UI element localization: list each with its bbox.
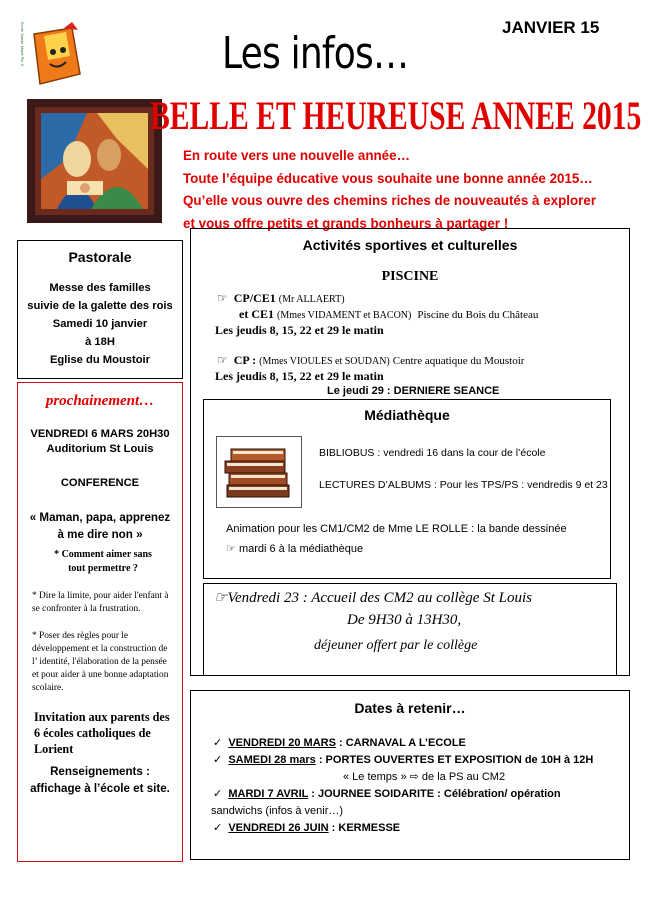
pointing-hand-icon: ☞ <box>217 291 228 305</box>
pastorale-line: suivie de la galette des rois <box>27 300 173 312</box>
mediatheque-title: Médiathèque <box>364 407 450 423</box>
group-place: Piscine du Bois du Château <box>417 309 539 321</box>
issue-date: JANVIER 15 <box>502 18 600 37</box>
pastorale-line: Samedi 10 janvier <box>52 318 148 330</box>
books-icon <box>216 436 302 508</box>
date-item-text: : PORTES OUVERTES ET EXPOSITION de 10H à 12H <box>315 754 594 766</box>
pointing-hand-icon: ☞ <box>226 543 236 555</box>
date-item-sub: « Le temps » ⇨ de la PS au CM2 <box>343 771 506 783</box>
info-text: affichage à l’école et site. <box>30 782 170 795</box>
accueil-line: Vendredi 23 : Accueil des CM2 au collège St Louis <box>227 590 532 606</box>
piscine-title: PISCINE <box>381 269 439 284</box>
event-type: CONFERENCE <box>60 477 140 489</box>
animation-bd: Animation pour les CM1/CM2 de Mme LE ROLLE : la bande dessinée <box>226 523 567 535</box>
group-teacher: (Mr ALLAERT) <box>278 294 345 305</box>
date-item-sub: sandwichs (infos à venir…) <box>211 805 344 817</box>
date-item-date: VENDREDI 20 MARS <box>228 737 336 749</box>
accueil-lunch: déjeuner offert par le collège <box>314 638 478 653</box>
lectures-albums: LECTURES D’ALBUMS : Pour les TPS/PS : vendredis 9 et 23 <box>319 479 608 491</box>
group-dates: Les jeudis 8, 15, 22 et 29 le matin <box>215 369 384 383</box>
pastorale-title: Pastorale <box>68 249 132 265</box>
intro-line: Toute l’équipe éducative vous souhaite une bonne année 2015… <box>183 170 593 186</box>
group-class: CP : <box>233 353 257 367</box>
mediatheque-box <box>203 399 611 579</box>
page-title: Les infos… <box>222 28 409 79</box>
logo-text: Ecole Sainte Marie Pie X <box>20 22 25 67</box>
date-item-text: : CARNAVAL A L’ECOLE <box>335 737 466 749</box>
accueil-hours: De 9H30 à 13H30, <box>347 612 462 628</box>
event-date: VENDREDI 6 MARS 20H30 <box>30 428 170 440</box>
invitation: Invitation aux parents des 6 écoles catholiques de Lorient <box>34 710 170 756</box>
piscine-group-2 <box>217 353 524 399</box>
conference-question: * Comment aimer sans tout permettre ? <box>54 549 152 574</box>
date-item-date: SAMEDI 28 mars <box>228 754 316 766</box>
group-teacher: (Mmes VIOULES et SOUDAN) <box>259 356 390 367</box>
conference-title: « Maman, papa, apprenez à me dire non » <box>29 511 171 541</box>
date-item-text: : JOURNEE SOIDARITE : Célébration/ opération <box>308 788 561 800</box>
bibliobus: BIBLIOBUS : vendredi 16 dans la cour de l’école <box>319 447 546 459</box>
pastorale-line: Messe des familles <box>49 282 151 294</box>
group-teacher: (Mmes VIDAMENT et BACON) <box>277 310 412 321</box>
check-icon: ✓ <box>213 754 223 766</box>
last-session: Le jeudi 29 : DERNIERE SEANCE <box>327 385 500 397</box>
group-dates: Les jeudis 8, 15, 22 et 29 le matin <box>215 323 384 337</box>
event-place: Auditorium St Louis <box>46 443 154 455</box>
group-class: et CE1 <box>239 307 274 321</box>
group-place: Centre aquatique du Moustoir <box>392 355 525 367</box>
pointing-hand-icon: ☞ <box>214 590 228 606</box>
pastorale-line: à 18H <box>85 336 115 348</box>
check-icon: ✓ <box>213 822 223 834</box>
intro-text <box>183 145 596 235</box>
date-item-date: MARDI 7 AVRIL <box>228 788 309 800</box>
date-item-date: VENDREDI 26 JUIN <box>228 822 329 834</box>
pastorale-line: Eglise du Moustoir <box>49 354 151 366</box>
intro-line: et vous offre petits et grands bonheurs à partager ! <box>183 215 509 231</box>
headline: BELLE ET HEUREUSE ANNEE 2015 <box>150 93 642 138</box>
school-logo <box>20 22 86 92</box>
pastorale-box <box>17 240 183 379</box>
group-class: CP/CE1 <box>233 291 276 305</box>
activites-title: Activités sportives et culturelles <box>302 237 518 253</box>
check-icon: ✓ <box>213 788 223 800</box>
intro-line: Qu’elle vous ouvre des chemins riches de nouveautés à explorer <box>183 193 597 208</box>
animation-date: mardi 6 à la médiathèque <box>238 543 364 555</box>
pointing-hand-icon: ☞ <box>217 353 228 367</box>
conference-point: * Poser des règles pour le développement et la construction de l’ identité, l'élaboration de la pensée et pour aider à une bonne adaptation scolaire. <box>32 631 169 693</box>
date-item-text: : KERMESSE <box>328 822 401 834</box>
info-label: Renseignements : <box>50 765 150 778</box>
piscine-group-1 <box>217 291 538 338</box>
intro-line: En route vers une nouvelle année… <box>183 148 410 163</box>
prochainement-box <box>17 382 183 862</box>
prochainement-title: prochainement… <box>45 393 155 409</box>
activites-box <box>190 228 630 676</box>
dates-title: Dates à retenir… <box>354 700 466 716</box>
check-icon: ✓ <box>213 737 223 749</box>
conference-point: * Dire la limite, pour aider l'enfant à se confronter à la frustration. <box>32 591 169 614</box>
nativity-painting <box>27 99 162 223</box>
accueil-cm2-box <box>203 583 617 676</box>
dates-box <box>190 690 630 860</box>
